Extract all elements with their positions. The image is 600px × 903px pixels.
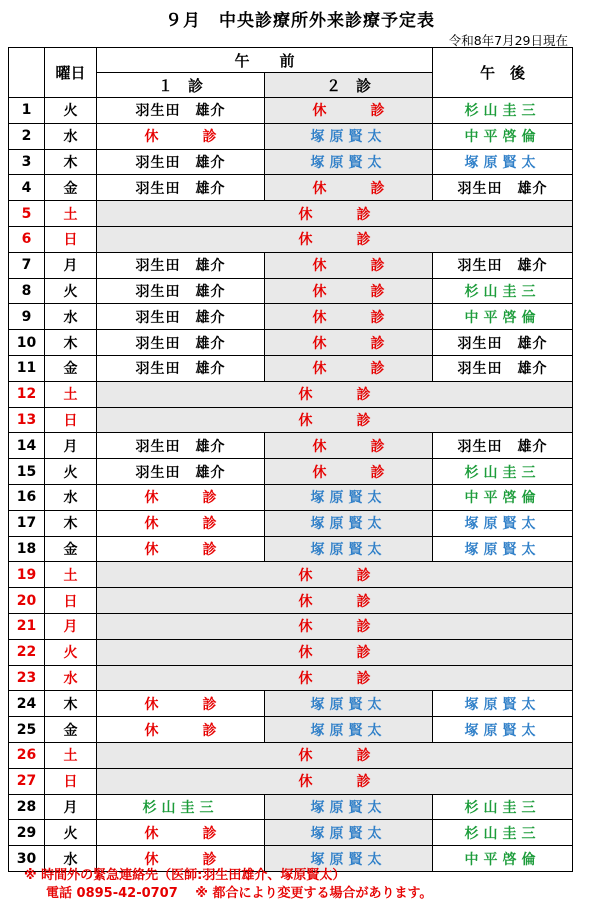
- doctor-name: 杉山圭三: [464, 283, 541, 300]
- weekday: 水: [45, 484, 97, 510]
- doctor-name: 中平啓倫: [464, 851, 541, 868]
- weekday: 水: [45, 665, 97, 691]
- doctor-name: 塚原賢太: [310, 541, 387, 558]
- day-header: [9, 48, 45, 98]
- closed-label-2: 診: [356, 619, 371, 636]
- table-row: [9, 407, 573, 433]
- weekday: 土: [45, 201, 97, 227]
- table-row: [9, 510, 573, 536]
- closed-label-1: 休: [298, 412, 313, 429]
- afternoon-slot: [433, 510, 573, 536]
- closed-cell: [97, 665, 573, 691]
- weekday: 木: [45, 691, 97, 717]
- table-row: [9, 665, 573, 691]
- afternoon-slot: [433, 484, 573, 510]
- closed-label-2: 診: [356, 774, 371, 791]
- closed-cell: [97, 588, 573, 614]
- closed-label-2: 診: [356, 748, 371, 765]
- afternoon-slot: [433, 717, 573, 743]
- morning-slot2: [265, 536, 433, 562]
- weekday: 木: [45, 510, 97, 536]
- doctor-name: 羽生田 雄介: [135, 258, 226, 275]
- morning-slot2: [265, 691, 433, 717]
- doctor-name: 羽生田 雄介: [457, 361, 548, 378]
- table-row: [9, 330, 573, 356]
- closed-label-2: 診: [202, 696, 217, 713]
- closed-label-1: 休: [144, 722, 159, 739]
- afternoon-slot: [433, 330, 573, 356]
- closed-label-2: 診: [202, 516, 217, 533]
- afternoon-slot: [433, 536, 573, 562]
- weekday-header: 曜日: [45, 48, 97, 98]
- morning-slot1: [97, 252, 265, 278]
- morning-slot1: [97, 794, 265, 820]
- day-number: 1: [9, 98, 45, 124]
- weekday: 日: [45, 588, 97, 614]
- weekday: 火: [45, 98, 97, 124]
- table-row: [9, 201, 573, 227]
- closed-label-1: 休: [144, 696, 159, 713]
- doctor-name: 杉山圭三: [464, 799, 541, 816]
- morning-slot2: [265, 330, 433, 356]
- closed-label-2: 診: [370, 309, 385, 326]
- day-number: 7: [9, 252, 45, 278]
- afternoon-slot: [433, 304, 573, 330]
- closed-label-2: 診: [356, 567, 371, 584]
- morning-slot2: [265, 304, 433, 330]
- closed-label-1: 休: [312, 180, 327, 197]
- morning-slot2: [265, 98, 433, 124]
- table-row: [9, 588, 573, 614]
- table-row: [9, 278, 573, 304]
- day-number: 17: [9, 510, 45, 536]
- weekday: 日: [45, 768, 97, 794]
- morning-slot1: [97, 484, 265, 510]
- closed-label-1: 休: [298, 748, 313, 765]
- morning-header: 午 前: [97, 48, 433, 73]
- doctor-name: 羽生田 雄介: [135, 309, 226, 326]
- day-number: 21: [9, 613, 45, 639]
- table-row: [9, 742, 573, 768]
- doctor-name: 羽生田 雄介: [135, 103, 226, 120]
- day-number: 28: [9, 794, 45, 820]
- morning-slot2: [265, 717, 433, 743]
- morning-slot1: [97, 98, 265, 124]
- weekday: 土: [45, 562, 97, 588]
- closed-label-2: 診: [202, 851, 217, 868]
- day-number: 16: [9, 484, 45, 510]
- weekday: 金: [45, 717, 97, 743]
- page-title: ９月 中央診療所外来診療予定表: [165, 11, 435, 31]
- closed-label-2: 診: [370, 361, 385, 378]
- doctor-name: 塚原賢太: [310, 722, 387, 739]
- doctor-name: 杉山圭三: [142, 799, 219, 816]
- doctor-name: 羽生田 雄介: [135, 335, 226, 352]
- afternoon-slot: [433, 820, 573, 846]
- weekday: 日: [45, 407, 97, 433]
- day-number: 23: [9, 665, 45, 691]
- afternoon-slot: [433, 459, 573, 485]
- weekday: 木: [45, 149, 97, 175]
- closed-label-1: 休: [312, 309, 327, 326]
- closed-label-2: 診: [356, 412, 371, 429]
- afternoon-slot: [433, 846, 573, 872]
- closed-label-1: 休: [312, 258, 327, 275]
- weekday: 金: [45, 536, 97, 562]
- doctor-name: 塚原賢太: [310, 154, 387, 171]
- day-number: 27: [9, 768, 45, 794]
- closed-label-2: 診: [356, 645, 371, 662]
- day-number: 8: [9, 278, 45, 304]
- afternoon-slot: [433, 691, 573, 717]
- closed-label-1: 休: [298, 774, 313, 791]
- closed-label-1: 休: [144, 516, 159, 533]
- closed-cell: [97, 613, 573, 639]
- doctor-name: 羽生田 雄介: [135, 283, 226, 300]
- morning-slot1: [97, 510, 265, 536]
- table-row: [9, 175, 573, 201]
- morning-slot1: [97, 691, 265, 717]
- closed-label-2: 診: [202, 722, 217, 739]
- closed-label-1: 休: [298, 567, 313, 584]
- doctor-name: 羽生田 雄介: [457, 258, 548, 275]
- day-number: 18: [9, 536, 45, 562]
- doctor-name: 羽生田 雄介: [135, 154, 226, 171]
- table-row: [9, 717, 573, 743]
- weekday: 月: [45, 613, 97, 639]
- day-number: 19: [9, 562, 45, 588]
- day-number: 3: [9, 149, 45, 175]
- closed-cell: [97, 768, 573, 794]
- day-number: 29: [9, 820, 45, 846]
- table-row: [9, 355, 573, 381]
- day-number: 12: [9, 381, 45, 407]
- day-number: 26: [9, 742, 45, 768]
- table-row: [9, 433, 573, 459]
- morning-slot2: [265, 820, 433, 846]
- doctor-name: 塚原賢太: [464, 722, 541, 739]
- afternoon-slot: [433, 355, 573, 381]
- day-number: 9: [9, 304, 45, 330]
- closed-label-1: 休: [298, 232, 313, 249]
- closed-label-1: 休: [298, 387, 313, 404]
- closed-label-2: 診: [356, 387, 371, 404]
- table-row: [9, 820, 573, 846]
- doctor-name: 中平啓倫: [464, 309, 541, 326]
- closed-label-2: 診: [202, 490, 217, 507]
- weekday: 水: [45, 123, 97, 149]
- slot2-header: ２ 診: [265, 73, 433, 98]
- weekday: 水: [45, 304, 97, 330]
- weekday: 月: [45, 794, 97, 820]
- morning-slot1: [97, 330, 265, 356]
- doctor-name: 羽生田 雄介: [457, 335, 548, 352]
- afternoon-slot: [433, 123, 573, 149]
- table-row: [9, 794, 573, 820]
- weekday: 月: [45, 433, 97, 459]
- closed-label-2: 診: [370, 103, 385, 120]
- closed-label-1: 休: [312, 361, 327, 378]
- doctor-name: 羽生田 雄介: [457, 180, 548, 197]
- afternoon-slot: [433, 175, 573, 201]
- weekday: 火: [45, 278, 97, 304]
- weekday: 水: [45, 846, 97, 872]
- closed-label-2: 診: [202, 129, 217, 146]
- closed-label-2: 診: [370, 283, 385, 300]
- schedule-table: [8, 47, 573, 872]
- closed-label-2: 診: [356, 206, 371, 223]
- table-row: [9, 562, 573, 588]
- afternoon-slot: [433, 98, 573, 124]
- table-row: [9, 98, 573, 124]
- table-row: [9, 304, 573, 330]
- closed-label-1: 休: [144, 490, 159, 507]
- closed-label-1: 休: [312, 335, 327, 352]
- day-number: 13: [9, 407, 45, 433]
- doctor-name: 杉山圭三: [464, 103, 541, 120]
- footer-emergency: ※ 時間外の緊急連絡先（医師:羽生田雄介、塚原賢太）: [24, 868, 346, 883]
- doctor-name: 杉山圭三: [464, 464, 541, 481]
- morning-slot1: [97, 459, 265, 485]
- closed-label-2: 診: [202, 825, 217, 842]
- doctor-name: 中平啓倫: [464, 129, 541, 146]
- doctor-name: 塚原賢太: [310, 851, 387, 868]
- doctor-name: 塚原賢太: [310, 129, 387, 146]
- afternoon-header: 午 後: [433, 48, 573, 98]
- doctor-name: 杉山圭三: [464, 825, 541, 842]
- closed-label-1: 休: [298, 593, 313, 610]
- doctor-name: 塚原賢太: [310, 696, 387, 713]
- table-row: [9, 459, 573, 485]
- morning-slot1: [97, 355, 265, 381]
- day-number: 6: [9, 226, 45, 252]
- closed-label-1: 休: [298, 670, 313, 687]
- doctor-name: 羽生田 雄介: [457, 438, 548, 455]
- header-row-top: [9, 48, 573, 73]
- morning-slot2: [265, 175, 433, 201]
- closed-cell: [97, 562, 573, 588]
- doctor-name: 塚原賢太: [464, 516, 541, 533]
- closed-label-1: 休: [298, 645, 313, 662]
- closed-cell: [97, 407, 573, 433]
- table-row: [9, 226, 573, 252]
- morning-slot1: [97, 123, 265, 149]
- afternoon-slot: [433, 252, 573, 278]
- morning-slot1: [97, 304, 265, 330]
- day-number: 20: [9, 588, 45, 614]
- closed-label-2: 診: [370, 438, 385, 455]
- table-row: [9, 484, 573, 510]
- doctor-name: 塚原賢太: [310, 799, 387, 816]
- closed-cell: [97, 226, 573, 252]
- closed-label-1: 休: [312, 464, 327, 481]
- day-number: 2: [9, 123, 45, 149]
- doctor-name: 塚原賢太: [310, 490, 387, 507]
- doctor-name: 羽生田 雄介: [135, 464, 226, 481]
- table-row: [9, 252, 573, 278]
- table-row: [9, 639, 573, 665]
- weekday: 土: [45, 742, 97, 768]
- afternoon-slot: [433, 433, 573, 459]
- table-row: [9, 613, 573, 639]
- afternoon-slot: [433, 149, 573, 175]
- morning-slot1: [97, 820, 265, 846]
- morning-slot1: [97, 717, 265, 743]
- afternoon-slot: [433, 278, 573, 304]
- closed-label-2: 診: [370, 335, 385, 352]
- closed-label-1: 休: [312, 283, 327, 300]
- doctor-name: 塚原賢太: [464, 541, 541, 558]
- closed-cell: [97, 742, 573, 768]
- table-row: [9, 123, 573, 149]
- doctor-name: 塚原賢太: [464, 696, 541, 713]
- closed-label-1: 休: [298, 206, 313, 223]
- day-number: 25: [9, 717, 45, 743]
- table-row: [9, 536, 573, 562]
- morning-slot2: [265, 252, 433, 278]
- weekday: 金: [45, 355, 97, 381]
- morning-slot1: [97, 536, 265, 562]
- closed-label-2: 診: [356, 593, 371, 610]
- table-row: [9, 381, 573, 407]
- day-number: 14: [9, 433, 45, 459]
- weekday: 土: [45, 381, 97, 407]
- day-number: 22: [9, 639, 45, 665]
- morning-slot2: [265, 794, 433, 820]
- closed-label-1: 休: [144, 129, 159, 146]
- doctor-name: 塚原賢太: [310, 516, 387, 533]
- closed-label-2: 診: [370, 464, 385, 481]
- day-number: 24: [9, 691, 45, 717]
- doctor-name: 塚原賢太: [464, 154, 541, 171]
- closed-label-1: 休: [298, 619, 313, 636]
- morning-slot1: [97, 175, 265, 201]
- morning-slot1: [97, 149, 265, 175]
- closed-label-2: 診: [356, 232, 371, 249]
- doctor-name: 羽生田 雄介: [135, 438, 226, 455]
- day-number: 4: [9, 175, 45, 201]
- table-row: [9, 768, 573, 794]
- closed-cell: [97, 639, 573, 665]
- closed-label-2: 診: [370, 258, 385, 275]
- morning-slot2: [265, 510, 433, 536]
- closed-cell: [97, 381, 573, 407]
- closed-label-2: 診: [202, 541, 217, 558]
- afternoon-slot: [433, 794, 573, 820]
- weekday: 火: [45, 820, 97, 846]
- doctor-name: 中平啓倫: [464, 490, 541, 507]
- morning-slot2: [265, 278, 433, 304]
- day-number: 11: [9, 355, 45, 381]
- morning-slot2: [265, 433, 433, 459]
- closed-label-1: 休: [312, 438, 327, 455]
- as-of-date: 令和8年7月29日現在: [448, 33, 568, 48]
- day-number: 30: [9, 846, 45, 872]
- morning-slot2: [265, 459, 433, 485]
- day-number: 10: [9, 330, 45, 356]
- day-number: 15: [9, 459, 45, 485]
- morning-slot2: [265, 123, 433, 149]
- closed-label-1: 休: [144, 541, 159, 558]
- day-number: 5: [9, 201, 45, 227]
- weekday: 木: [45, 330, 97, 356]
- weekday: 火: [45, 639, 97, 665]
- footer-phone: 電話 0895-42-0707 ※ 都合により変更する場合があります。: [46, 886, 433, 901]
- closed-label-1: 休: [144, 825, 159, 842]
- doctor-name: 塚原賢太: [310, 825, 387, 842]
- table-row: [9, 149, 573, 175]
- morning-slot2: [265, 355, 433, 381]
- morning-slot1: [97, 278, 265, 304]
- weekday: 金: [45, 175, 97, 201]
- weekday: 日: [45, 226, 97, 252]
- slot1-header: １ 診: [97, 73, 265, 98]
- closed-label-1: 休: [312, 103, 327, 120]
- closed-label-2: 診: [370, 180, 385, 197]
- doctor-name: 羽生田 雄介: [135, 180, 226, 197]
- table-row: [9, 691, 573, 717]
- closed-label-1: 休: [144, 851, 159, 868]
- morning-slot2: [265, 484, 433, 510]
- weekday: 月: [45, 252, 97, 278]
- closed-label-2: 診: [356, 670, 371, 687]
- closed-cell: [97, 201, 573, 227]
- doctor-name: 羽生田 雄介: [135, 361, 226, 378]
- morning-slot1: [97, 433, 265, 459]
- morning-slot2: [265, 149, 433, 175]
- weekday: 火: [45, 459, 97, 485]
